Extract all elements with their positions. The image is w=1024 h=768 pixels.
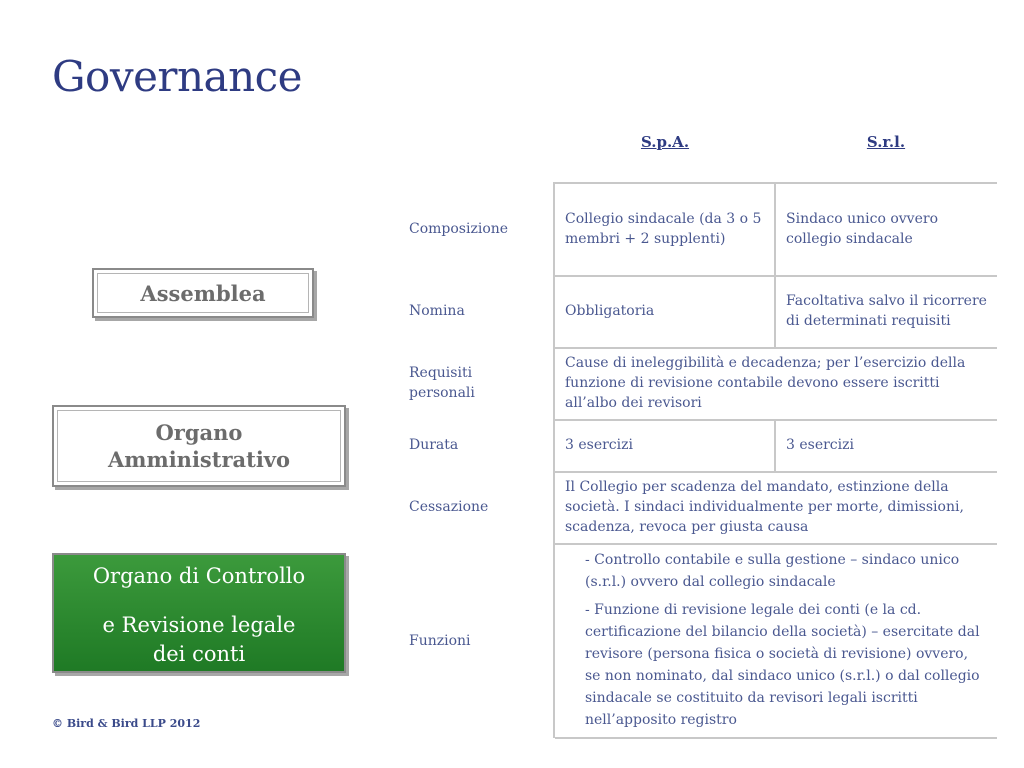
table-rule: [555, 543, 997, 545]
cell-composizione-spa: Collegio sindacale (da 3 o 5 membri + 2 supplenti): [565, 210, 762, 247]
header-spa: S.p.A.: [640, 133, 690, 151]
controllo-line-2: e Revisione legale: [102, 613, 296, 637]
page-title: Governance: [52, 52, 303, 101]
cell-nomina-srl: Facoltativa salvo il ricorrere di determinati requisiti: [786, 293, 987, 329]
assemblea-label: Assemblea: [140, 280, 266, 306]
cell-requisiti-merged: Cause di ineleggibilità e decadenza; per l’esercizio della funzione di revisione contabile devono essere iscritti all’albo dei revisori: [565, 355, 966, 411]
copyright-footer: © Bird & Bird LLP 2012: [52, 717, 201, 730]
cell-durata-spa: 3 esercizi: [565, 437, 633, 453]
table-rule: [555, 737, 997, 739]
cell-nomina-spa: Obbligatoria: [565, 303, 655, 319]
organo-amministrativo-label: [108, 419, 290, 473]
organo-amministrativo-box: [52, 405, 346, 487]
assemblea-box: [92, 268, 314, 318]
controllo-line-2-3: [54, 611, 344, 669]
organo-controllo-box: [52, 553, 346, 673]
row-label-requisiti: Requisiti personali: [409, 365, 475, 401]
cell-cessazione-merged: Il Collegio per scadenza del mandato, estinzione della società. I sindaci individualmente per morte, dimissioni, scadenza, revoca per giusta causa: [565, 479, 964, 535]
row-label-funzioni: Funzioni: [409, 633, 471, 649]
organo-line-1: Organo: [155, 420, 243, 445]
organo-line-2: Amministrativo: [107, 447, 291, 472]
cell-composizione-srl: Sindaco unico ovvero collegio sindacale: [786, 210, 938, 247]
controllo-line-1: Organo di Controllo: [92, 564, 306, 588]
row-label-durata: Durata: [409, 437, 459, 453]
funzioni-item-1: - Controllo contabile e sulla gestione – sindaco unico (s.r.l.) ovvero dal collegio sindacale: [585, 552, 960, 590]
cell-durata-srl: 3 esercizi: [786, 437, 854, 453]
row-label-nomina: Nomina: [409, 303, 465, 319]
row-label-cessazione: Cessazione: [409, 499, 489, 515]
header-srl: S.r.l.: [866, 133, 906, 151]
funzioni-item-2: - Funzione di revisione legale dei conti (e la cd. certificazione del bilancio della società) – esercitate dal revisore (persona fisica o società di revisione) ovvero, se non nominato, dal sindaco unico (s.r.l.) o dal collegio sindacale se costituito da revisori legali iscritti nell’apposito registro: [585, 602, 980, 728]
controllo-line-3: dei conti: [152, 642, 246, 666]
row-label-composizione: Composizione: [409, 220, 509, 237]
